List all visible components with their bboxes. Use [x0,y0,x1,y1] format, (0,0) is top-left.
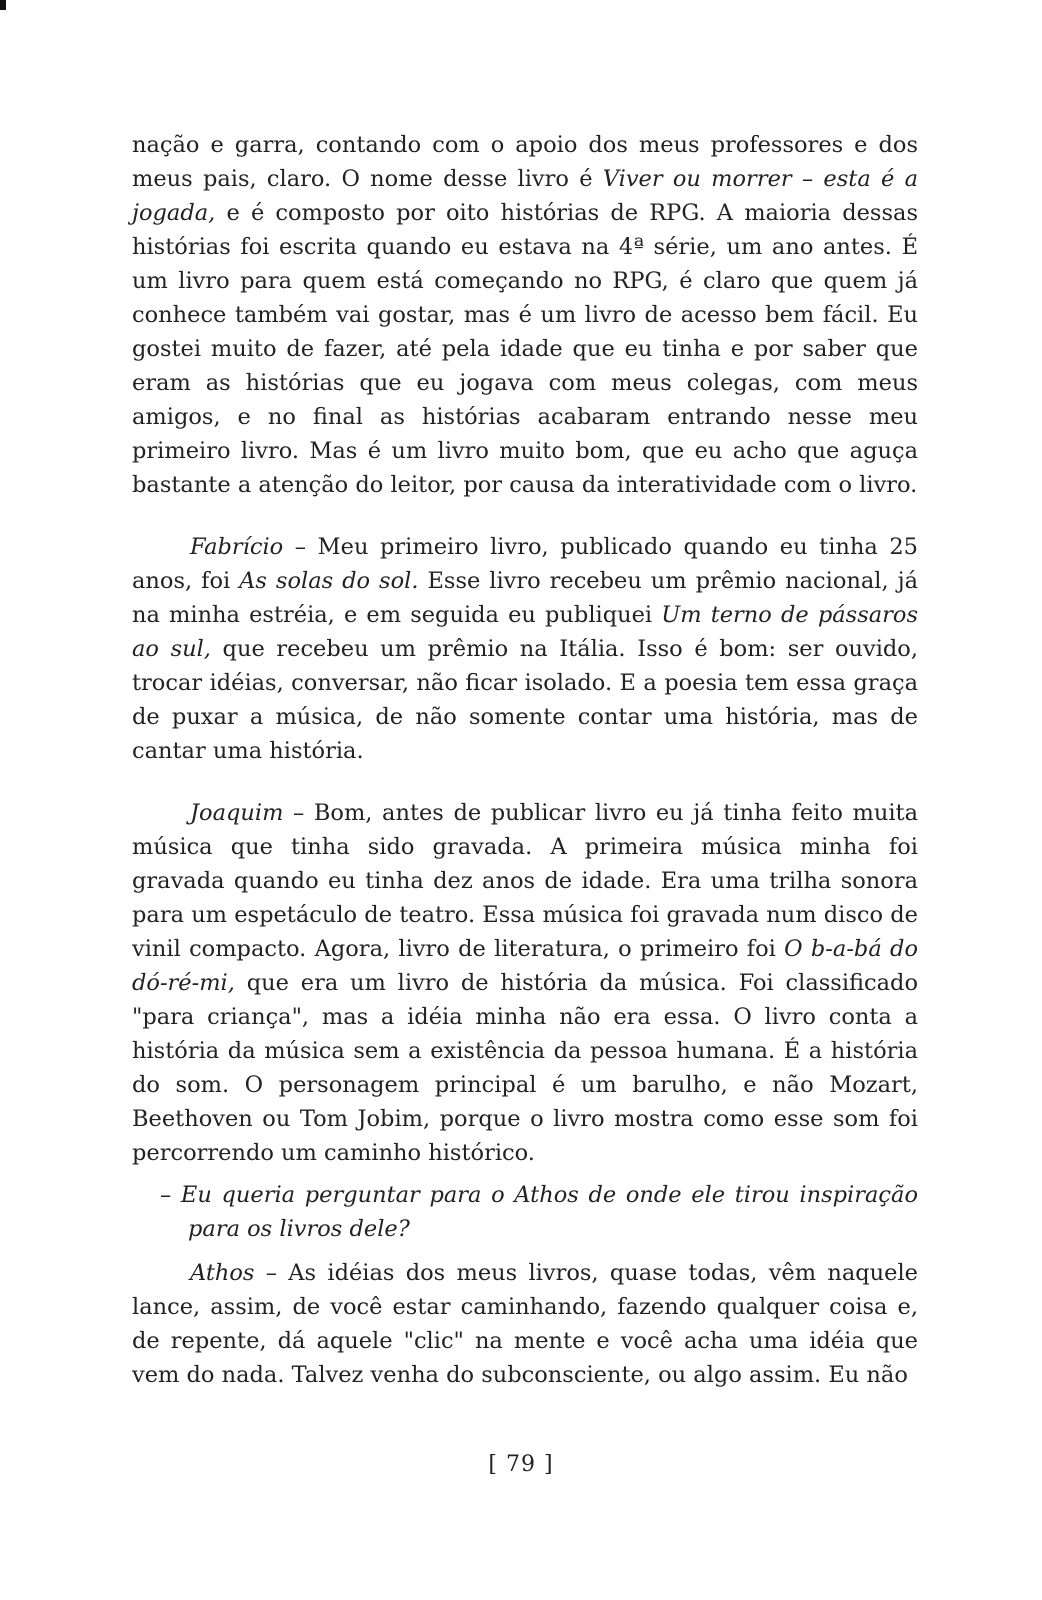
speaker-name: Athos [190,1260,255,1286]
page-body [132,128,918,1392]
paragraph-text: – Meu primeiro livro, publicado quando eu tinha 25 anos, foi [132,534,918,594]
paragraph-text: que recebeu um prêmio na Itália. Isso é bom: ser ouvido, trocar idéias, conversar, não ficar isolado. E a poesia tem essa graça de puxar a música, de não somente contar uma história, mas de cantar uma história. [132,636,918,764]
paragraph-text: Esse livro recebeu um prêmio nacional, já na minha estréia, e em seguida eu publiquei [132,568,918,628]
paragraph-text: e é composto por oito histórias de RPG. A maioria dessas histórias foi escrita quando eu estava na 4ª série, um ano antes. É um livro para quem está começando no RPG, é claro que quem já conhece também vai gostar, mas é um livro de acesso bem fácil. Eu gostei muito de fazer, até pela idade que eu tinha e por saber que eram as histórias que eu jogava com meus colegas, com meus amigos, e no final as histórias acabaram entrando nesse meu primeiro livro. Mas é um livro muito bom, que eu acho que aguça bastante a atenção do leitor, por causa da interatividade com o livro. [132,200,918,498]
speaker-name: Joaquim [190,800,284,826]
paragraph-continuation [132,128,918,502]
paragraph-joaquim [132,796,918,1170]
page-number: [ 79 ] [488,1452,554,1477]
paragraph-text: – Bom, antes de publicar livro eu já tinha feito muita música que tinha sido gravada. A primeira música minha foi gravada quando eu tinha dez anos de idade. Era uma trilha sonora para um espetáculo de teatro. Essa música foi gravada num disco de vinil compacto. Agora, livro de literatura, o primeiro foi [132,800,918,962]
speaker-name: Fabrício [190,534,284,560]
book-title: O b-a-bá do dó-ré-mi, [132,936,918,996]
scan-edge-mark [0,0,6,10]
paragraph-athos [132,1256,918,1392]
interview-question: – Eu queria perguntar para o Athos de onde ele tirou inspiração para os livros dele? [160,1182,918,1242]
paragraph-text: – As idéias dos meus livros, quase todas, vêm naquele lance, assim, de você estar caminhando, fazendo qualquer coisa e, de repente, dá aquele "clic" na mente e você acha uma idéia que vem do nada. Talvez venha do subconsciente, ou algo assim. Eu não [132,1260,918,1388]
book-title: Um terno de pássaros ao sul, [132,602,918,662]
paragraph-text: nação e garra, contando com o apoio dos meus professores e dos meus pais, claro. O nome desse livro é [132,132,918,192]
book-title: As solas do sol. [239,568,419,594]
paragraph-text: que era um livro de história da música. Foi classificado "para criança", mas a idéia minha não era essa. O livro conta a história da música sem a existência da pessoa humana. É a história do som. O personagem principal é um barulho, e não Mozart, Beethoven ou Tom Jobim, porque o livro mostra como esse som foi percorrendo um caminho histórico. [132,970,918,1166]
paragraph-fabricio [132,530,918,768]
book-title: Viver ou morrer – esta é a jogada, [132,166,919,226]
